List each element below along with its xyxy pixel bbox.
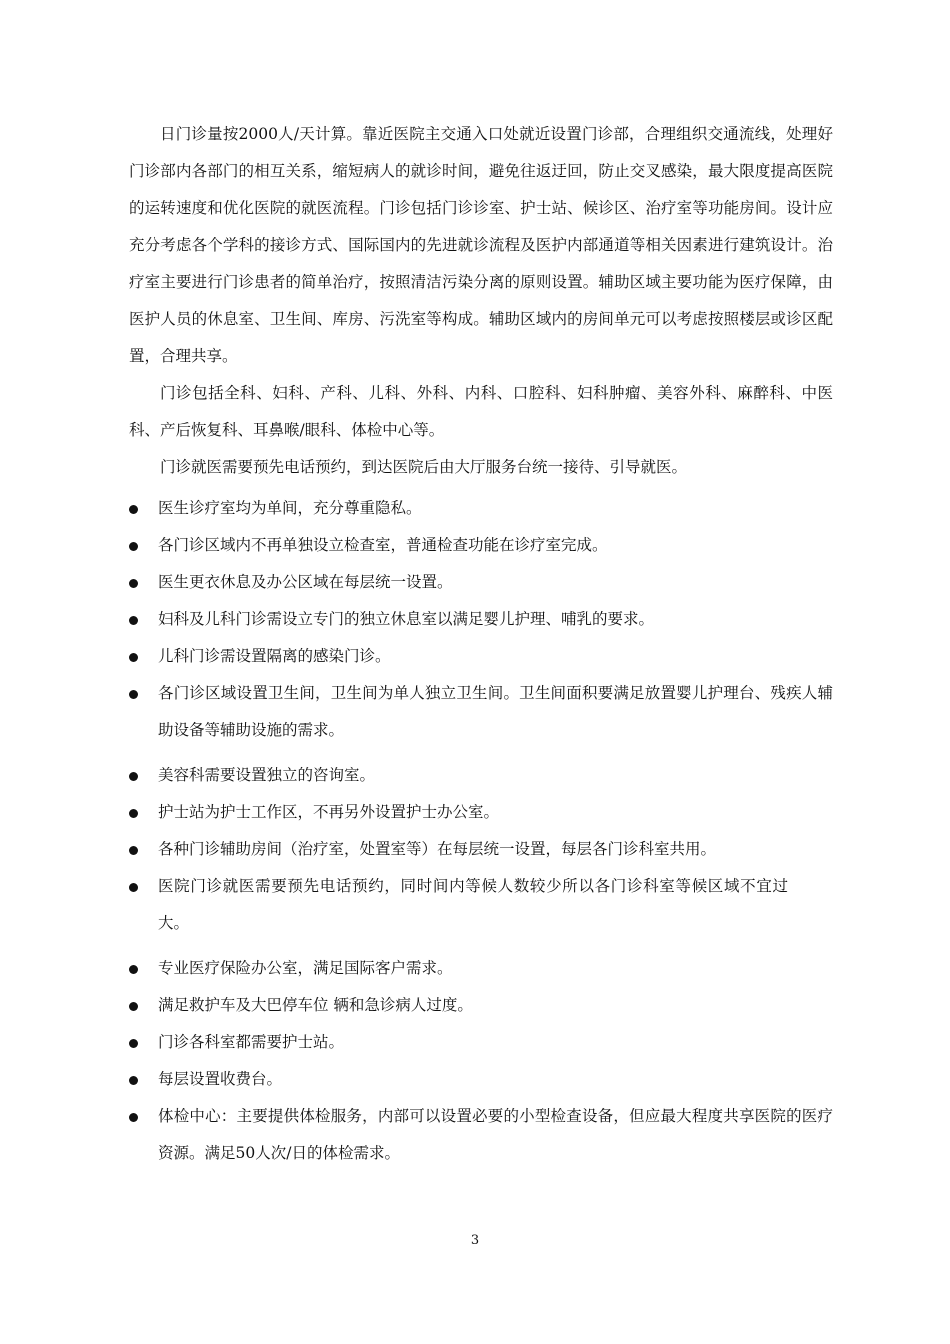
bullet-icon	[129, 965, 138, 974]
bullet-icon	[129, 616, 138, 625]
list-item	[129, 987, 833, 1024]
requirements-list	[129, 490, 833, 1172]
list-item-text: 每层设置收费台。	[158, 1070, 283, 1088]
list-item-text: 各门诊区域设置卫生间，卫生间为单人独立卫生间。卫生间面积要满足放置婴儿护理台、残疾人辅助设备等辅助设施的需求。	[158, 684, 833, 739]
bullet-icon	[129, 772, 138, 781]
list-item	[129, 527, 833, 564]
bullet-icon	[129, 579, 138, 588]
list-item-text: 美容科需要设置独立的咨询室。	[158, 766, 376, 784]
paragraph-appointment: 门诊就医需要预先电话预约，到达医院后由大厅服务台统一接待、引导就医。	[160, 458, 688, 476]
list-item	[129, 1061, 833, 1098]
bullet-icon	[129, 1039, 138, 1048]
list-item	[129, 950, 833, 987]
paragraph-outpatient-volume: 日门诊量按2000人/天计算。靠近医院主交通入口处就近设置门诊部，合理组织交通流线，处理好门诊部内各部门的相互关系，缩短病人的就诊时间，避免往返迂回，防止交叉感染，最大限度提高医院的运转速度和优化医院的就医流程。门诊包括门诊诊室、护士站、候诊区、治疗室等功能房间。设计应充分考虑各个学科的接诊方式、国际国内的先进就诊流程及医护内部通道等相关因素进行建筑设计。治疗室主要进行门诊患者的简单治疗，按照清洁污染分离的原则设置。辅助区域主要功能为医疗保障，由医护人员的休息室、卫生间、库房、污洗室等构成。辅助区域内的房间单元可以考虑按照楼层或诊区配置，合理共享。	[129, 125, 833, 365]
list-item-text: 儿科门诊需设置隔离的感染门诊。	[158, 647, 391, 665]
list-item	[129, 638, 833, 675]
list-item-text: 医生诊疗室均为单间，充分尊重隐私。	[158, 499, 422, 517]
list-item	[129, 757, 833, 794]
list-item-text: 各门诊区域内不再单独设立检查室，普通检查功能在诊疗室完成。	[158, 536, 608, 554]
list-item-text: 体检中心：主要提供体检服务，内部可以设置必要的小型检查设备，但应最大程度共享医院的医疗资源。满足50人次/日的体检需求。	[158, 1107, 833, 1162]
list-item	[129, 831, 833, 868]
list-item	[129, 794, 833, 831]
bullet-icon	[129, 505, 138, 514]
list-item	[129, 868, 833, 942]
list-item	[129, 1098, 833, 1172]
list-item-text: 各种门诊辅助房间（治疗室，处置室等）在每层统一设置，每层各门诊科室共用。	[158, 840, 717, 858]
bullet-icon	[129, 1113, 138, 1122]
bullet-icon	[129, 1076, 138, 1085]
list-item-text: 专业医疗保险办公室，满足国际客户需求。	[158, 959, 453, 977]
list-item-text: 妇科及儿科门诊需设立专门的独立休息室以满足婴儿护理、哺乳的要求。	[158, 610, 655, 628]
list-item	[129, 1024, 833, 1061]
bullet-icon	[129, 690, 138, 699]
list-item-text: 护士站为护士工作区，不再另外设置护士办公室。	[158, 803, 500, 821]
bullet-icon	[129, 809, 138, 818]
list-item	[129, 675, 833, 749]
page-number: 3	[470, 1233, 480, 1248]
bullet-icon	[129, 883, 138, 892]
bullet-icon	[129, 542, 138, 551]
bullet-icon	[129, 653, 138, 662]
list-item	[129, 490, 833, 527]
list-item	[129, 601, 833, 638]
list-item-text: 门诊各科室都需要护士站。	[158, 1033, 345, 1051]
list-item-text: 医院门诊就医需要预先电话预约，同时间内等候人数较少所以各门诊科室等候区域不宜过大。	[158, 877, 788, 932]
list-item	[129, 564, 833, 601]
bullet-icon	[129, 846, 138, 855]
paragraph-outpatient-departments: 门诊包括全科、妇科、产科、儿科、外科、内科、口腔科、妇科肿瘤、美容外科、麻醉科、中医科、产后恢复科、耳鼻喉/眼科、体检中心等。	[129, 384, 833, 439]
bullet-icon	[129, 1002, 138, 1011]
list-item-text: 满足救护车及大巴停车位 辆和急诊病人过度。	[158, 996, 473, 1014]
list-item-text: 医生更衣休息及办公区域在每层统一设置。	[158, 573, 453, 591]
